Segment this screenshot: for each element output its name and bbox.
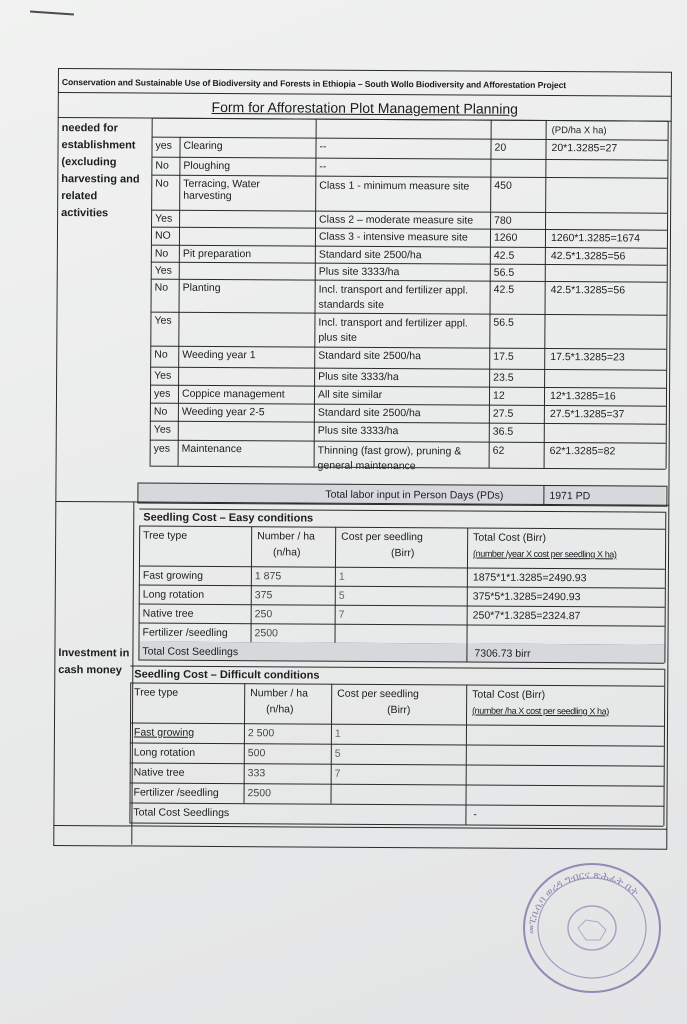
stamp-text: መፒቤሲባ ወረዳ ግብርና ጽሕፈት ቤት bbox=[525, 869, 641, 935]
activity-flag: No bbox=[153, 405, 168, 418]
activity-flag: Yes bbox=[154, 314, 172, 327]
seedling-section-title: Seedling Cost – Difficult conditions bbox=[134, 668, 320, 682]
seedling-cost: 5 bbox=[338, 589, 345, 602]
col-total: Total Cost (Birr) bbox=[473, 531, 547, 544]
col-number-unit: (n/ha) bbox=[266, 703, 294, 716]
activity-flag: No bbox=[155, 159, 169, 172]
activity-value: 56.5 bbox=[493, 316, 514, 329]
seedling-total-value: 7306.73 birr bbox=[474, 647, 531, 660]
activity-value: 12 bbox=[492, 389, 505, 402]
seedling-section-title: Seedling Cost – Easy conditions bbox=[143, 511, 314, 525]
activity-value: 56.5 bbox=[493, 266, 515, 279]
activity-calc: 17.5*1.3285=23 bbox=[550, 351, 625, 364]
col-cost: Cost per seedling bbox=[337, 687, 419, 701]
project-title: Conservation and Sustainable Use of Biodiversity and Forests in Ethiopia – South Wollo Biodiversity and Afforestation Project bbox=[61, 77, 567, 91]
activity-value: 42.5 bbox=[493, 283, 515, 296]
col-total-formula: (number /ha X cost per seedling X ha) bbox=[472, 705, 609, 717]
activity-value: 17.5 bbox=[493, 350, 514, 363]
seedling-tree-type: Long rotation bbox=[133, 746, 196, 759]
col-number-unit: (n/ha) bbox=[273, 546, 301, 559]
col-cost-unit: (Birr) bbox=[391, 547, 415, 560]
activity-flag: No bbox=[154, 247, 169, 260]
activity-calc: 27.5*1.3285=37 bbox=[549, 408, 625, 421]
activity-flag: Yes bbox=[154, 264, 172, 277]
activity-site: All site similar bbox=[317, 388, 383, 401]
activity-site: Plus site 3333/ha bbox=[318, 265, 400, 279]
seedling-cost: 1 bbox=[338, 570, 345, 583]
activity-calc: 12*1.3285=16 bbox=[549, 390, 616, 403]
seedling-number: 333 bbox=[247, 767, 266, 780]
seedling-tree-type: Native tree bbox=[142, 607, 194, 620]
seedling-tree-type: Fertilizer /seedling bbox=[142, 626, 228, 640]
activity-flag: NO bbox=[154, 229, 171, 242]
activity-site: Class 2 – moderate measure site bbox=[319, 213, 474, 227]
official-stamp bbox=[516, 856, 666, 996]
establishment-label: needed for establishment (excluding harvesting and related activities bbox=[61, 122, 140, 220]
activity-calc: 62*1.3285=82 bbox=[549, 445, 616, 458]
col-cost: Cost per seedling bbox=[341, 530, 423, 544]
activity-flag: yes bbox=[155, 139, 172, 152]
activity-name: Weeding year 1 bbox=[182, 348, 256, 362]
col-total: Total Cost (Birr) bbox=[472, 688, 546, 701]
activity-site: Incl. transport and fertilizer appl. plus site bbox=[318, 316, 468, 344]
activity-name: Coppice management bbox=[181, 387, 285, 401]
seedling-tree-type: Fast growing bbox=[133, 726, 195, 739]
col-number: Number / ha bbox=[257, 530, 315, 543]
activity-value: 36.5 bbox=[492, 425, 514, 438]
labor-total-value: 1971 PD bbox=[549, 490, 591, 503]
activity-calc: 42.5*1.3285=56 bbox=[550, 250, 626, 263]
activity-calc: 42.5*1.3285=56 bbox=[550, 284, 626, 297]
form-title: Form for Afforestation Plot Management Planning bbox=[211, 98, 518, 117]
activity-name: Maintenance bbox=[181, 442, 242, 456]
afforestation-form bbox=[53, 68, 672, 850]
seedling-cost: 5 bbox=[334, 747, 341, 760]
seedling-total: 250*7*1.3285=2324.87 bbox=[472, 609, 581, 623]
col-number: Number / ha bbox=[250, 687, 309, 700]
seedling-number: 2500 bbox=[254, 627, 278, 640]
activity-site: Plus site 3333/ha bbox=[318, 370, 399, 384]
activity-value: 1260 bbox=[493, 231, 518, 244]
activity-site: Plus site 3333/ha bbox=[317, 424, 399, 438]
seedling-number: 500 bbox=[247, 747, 266, 760]
activity-value: 780 bbox=[494, 214, 512, 227]
activity-value: 450 bbox=[494, 179, 512, 192]
seedling-tree-type: Long rotation bbox=[142, 588, 205, 601]
col-total-formula: (number /year X cost per seedling X ha) bbox=[473, 548, 617, 560]
activity-site: Standard site 2500/ha bbox=[318, 248, 422, 262]
seedling-number: 250 bbox=[254, 608, 273, 621]
activity-calc: 20*1.3285=27 bbox=[551, 142, 618, 155]
seedling-number: 375 bbox=[254, 589, 273, 602]
svg-text:መፒቤሲባ ወረዳ ግብርና ጽሕፈት ቤት bbox=[526, 870, 641, 934]
seedling-total: 375*5*1.3285=2490.93 bbox=[472, 590, 581, 604]
activity-name: Weeding year 2-5 bbox=[181, 405, 265, 419]
activity-site: Standard site 2500/ha bbox=[318, 349, 422, 363]
activity-site: -- bbox=[319, 140, 327, 153]
activity-site: Class 3 - intensive measure site bbox=[318, 230, 468, 244]
activity-flag: No bbox=[154, 281, 169, 294]
activity-site: Incl. transport and fertilizer appl. standards site bbox=[318, 283, 469, 311]
activity-flag: Yes bbox=[153, 423, 171, 436]
activity-site: Thinning (fast grow), pruning & general maintenance bbox=[317, 444, 462, 473]
seedling-total-value: - bbox=[473, 808, 477, 821]
activity-value: 62 bbox=[492, 444, 505, 457]
seedling-cost: 7 bbox=[334, 767, 341, 780]
activity-name: Clearing bbox=[183, 139, 223, 153]
investment-label: Investment in cash money bbox=[58, 647, 130, 677]
activity-value: 20 bbox=[494, 141, 507, 154]
seedling-cost: 1 bbox=[334, 727, 341, 740]
activity-value: 23.5 bbox=[493, 371, 514, 384]
col-tree-type: Tree type bbox=[143, 529, 188, 542]
col-tree-type: Tree type bbox=[134, 686, 179, 699]
activity-name: Terracing, Water harvesting bbox=[183, 177, 260, 203]
activity-site: -- bbox=[319, 160, 327, 173]
activity-name: Pit preparation bbox=[182, 247, 252, 261]
activity-flag: No bbox=[155, 177, 169, 190]
col-cost-unit: (Birr) bbox=[387, 704, 411, 717]
activity-site: Class 1 - minimum measure site bbox=[319, 179, 470, 193]
activity-site: Standard site 2500/ha bbox=[317, 406, 421, 420]
labor-total-label: Total labor input in Person Days (PDs) bbox=[325, 488, 504, 502]
activity-calc: 1260*1.3285=1674 bbox=[550, 232, 641, 245]
seedling-total-label: Total Cost Seedlings bbox=[142, 645, 239, 659]
seedling-number: 2500 bbox=[247, 787, 271, 800]
seedling-tree-type: Fast growing bbox=[142, 569, 204, 582]
seedling-total-label: Total Cost Seedlings bbox=[133, 806, 230, 820]
activity-flag: Yes bbox=[155, 212, 173, 225]
activity-name: Planting bbox=[182, 281, 221, 294]
activity-flag: No bbox=[154, 348, 168, 361]
activity-flag: yes bbox=[153, 387, 171, 400]
activity-flag: Yes bbox=[154, 369, 172, 382]
activity-value: 42.5 bbox=[493, 249, 515, 262]
seedling-number: 1 875 bbox=[254, 570, 282, 583]
seedling-tree-type: Fertilizer /seedling bbox=[133, 786, 219, 799]
activity-name: Ploughing bbox=[183, 159, 231, 173]
seedling-number: 2 500 bbox=[247, 727, 275, 740]
activity-flag: yes bbox=[153, 442, 171, 455]
activity-value: 27.5 bbox=[492, 407, 514, 420]
seedling-total: 1875*1*1.3285=2490.93 bbox=[472, 571, 587, 585]
seedling-cost: 7 bbox=[338, 608, 345, 621]
calc-header: (PD/ha X ha) bbox=[551, 125, 607, 137]
seedling-tree-type: Native tree bbox=[133, 766, 185, 779]
